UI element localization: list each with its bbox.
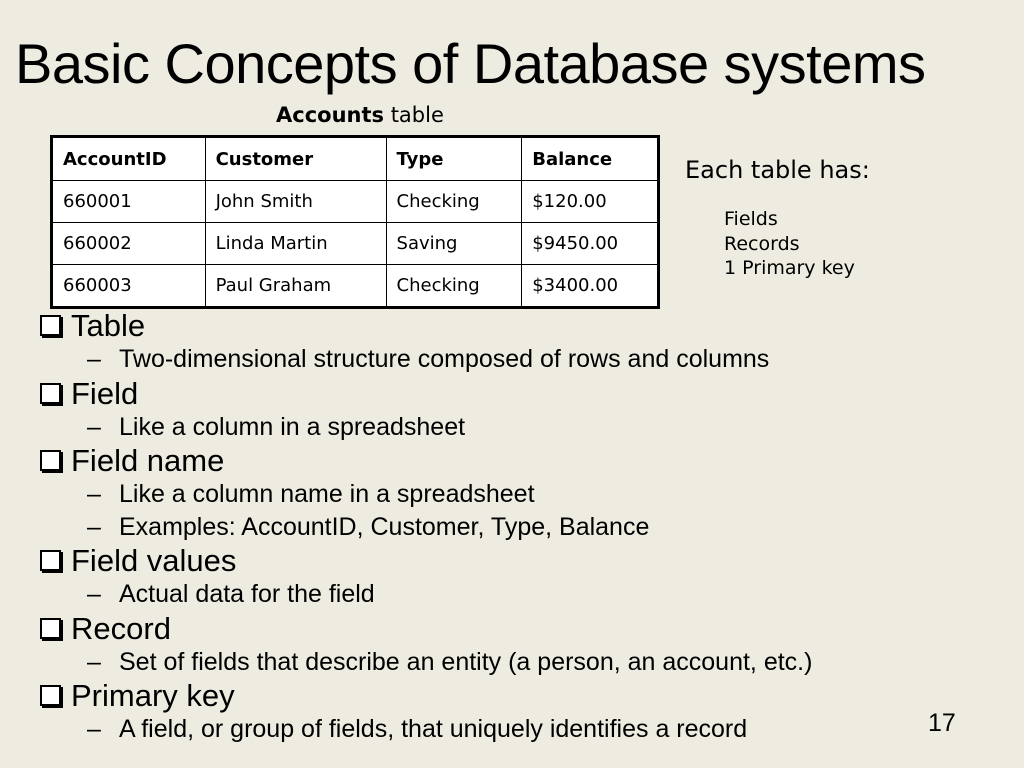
bullet-item: [40, 611, 812, 646]
checkbox-icon: [40, 315, 61, 336]
cell-type: Checking: [386, 181, 522, 223]
table-row: [52, 265, 659, 308]
checkbox-icon: [40, 450, 61, 471]
sub-bullet-item: [40, 713, 812, 746]
sub-bullet-text: Like a column in a spreadsheet: [119, 412, 466, 441]
sub-bullet-item: [40, 646, 812, 679]
sub-bullet-item: [40, 411, 812, 444]
bullet-label: Field name: [71, 443, 225, 478]
sub-bullet-text: Examples: AccountID, Customer, Type, Balance: [119, 512, 650, 541]
bullet-label: Table: [71, 308, 146, 343]
bullet-item: [40, 543, 812, 578]
bullet-label: Primary key: [71, 678, 235, 713]
sub-bullet-item: [40, 478, 812, 511]
sub-bullet-item: [40, 343, 812, 376]
sub-bullet-text: A field, or group of fields, that uniquely identifies a record: [119, 715, 748, 743]
each-table-heading: Each table has:: [685, 156, 870, 184]
sub-bullet-item: [40, 511, 812, 544]
dash-icon: –: [87, 715, 101, 743]
dash-icon: –: [87, 480, 101, 508]
cell-accountid: 660001: [52, 181, 206, 223]
bullet-label: Field values: [71, 543, 237, 578]
page-number: 17: [928, 709, 956, 737]
column-header-balance: Balance: [522, 137, 659, 181]
dash-icon: –: [87, 345, 101, 373]
column-header-accountid: AccountID: [52, 137, 206, 181]
bullet-item: [40, 376, 812, 411]
table-row: [52, 223, 659, 265]
slide-title: Basic Concepts of Database systems: [15, 32, 926, 95]
cell-type: Saving: [386, 223, 522, 265]
table-caption: [276, 102, 444, 128]
dash-icon: –: [87, 647, 101, 676]
sub-bullet-text: Like a column name in a spreadsheet: [119, 480, 535, 508]
bullet-item: [40, 443, 812, 478]
dash-icon: –: [87, 412, 101, 441]
sub-bullet-item: [40, 578, 812, 611]
column-header-type: Type: [386, 137, 522, 181]
list-item: 1 Primary key: [724, 257, 855, 279]
cell-customer: Linda Martin: [205, 223, 386, 265]
table-row: [52, 181, 659, 223]
table-caption-suffix: table: [390, 103, 444, 127]
list-item: Fields: [724, 208, 778, 230]
bullet-list: [40, 308, 812, 746]
table-header-row: [52, 137, 659, 181]
bullet-label: Field: [71, 375, 139, 411]
checkbox-icon: [40, 383, 61, 404]
list-item: Records: [724, 232, 800, 255]
bullet-item: [40, 308, 812, 343]
bullet-item: [40, 678, 812, 713]
cell-accountid: 660003: [52, 265, 206, 308]
bullet-label: Record: [71, 610, 171, 646]
cell-balance: $120.00: [522, 181, 659, 223]
cell-customer: Paul Graham: [205, 265, 386, 308]
checkbox-icon: [40, 685, 61, 706]
table-caption-name: Accounts: [276, 103, 385, 127]
sub-bullet-text: Actual data for the field: [119, 580, 375, 608]
cell-type: Checking: [386, 265, 522, 308]
dash-icon: –: [87, 580, 101, 608]
sub-bullet-text: Set of fields that describe an entity (a person, an account, etc.): [119, 647, 813, 676]
checkbox-icon: [40, 550, 61, 571]
sub-bullet-text: Two-dimensional structure composed of rows and columns: [119, 345, 770, 373]
each-table-list: [724, 207, 855, 281]
cell-balance: $9450.00: [522, 223, 659, 265]
dash-icon: –: [87, 512, 101, 541]
cell-accountid: 660002: [52, 223, 206, 265]
column-header-customer: Customer: [205, 137, 386, 181]
accounts-table: [50, 135, 660, 309]
cell-balance: $3400.00: [522, 265, 659, 308]
cell-customer: John Smith: [205, 181, 386, 223]
checkbox-icon: [40, 618, 61, 639]
